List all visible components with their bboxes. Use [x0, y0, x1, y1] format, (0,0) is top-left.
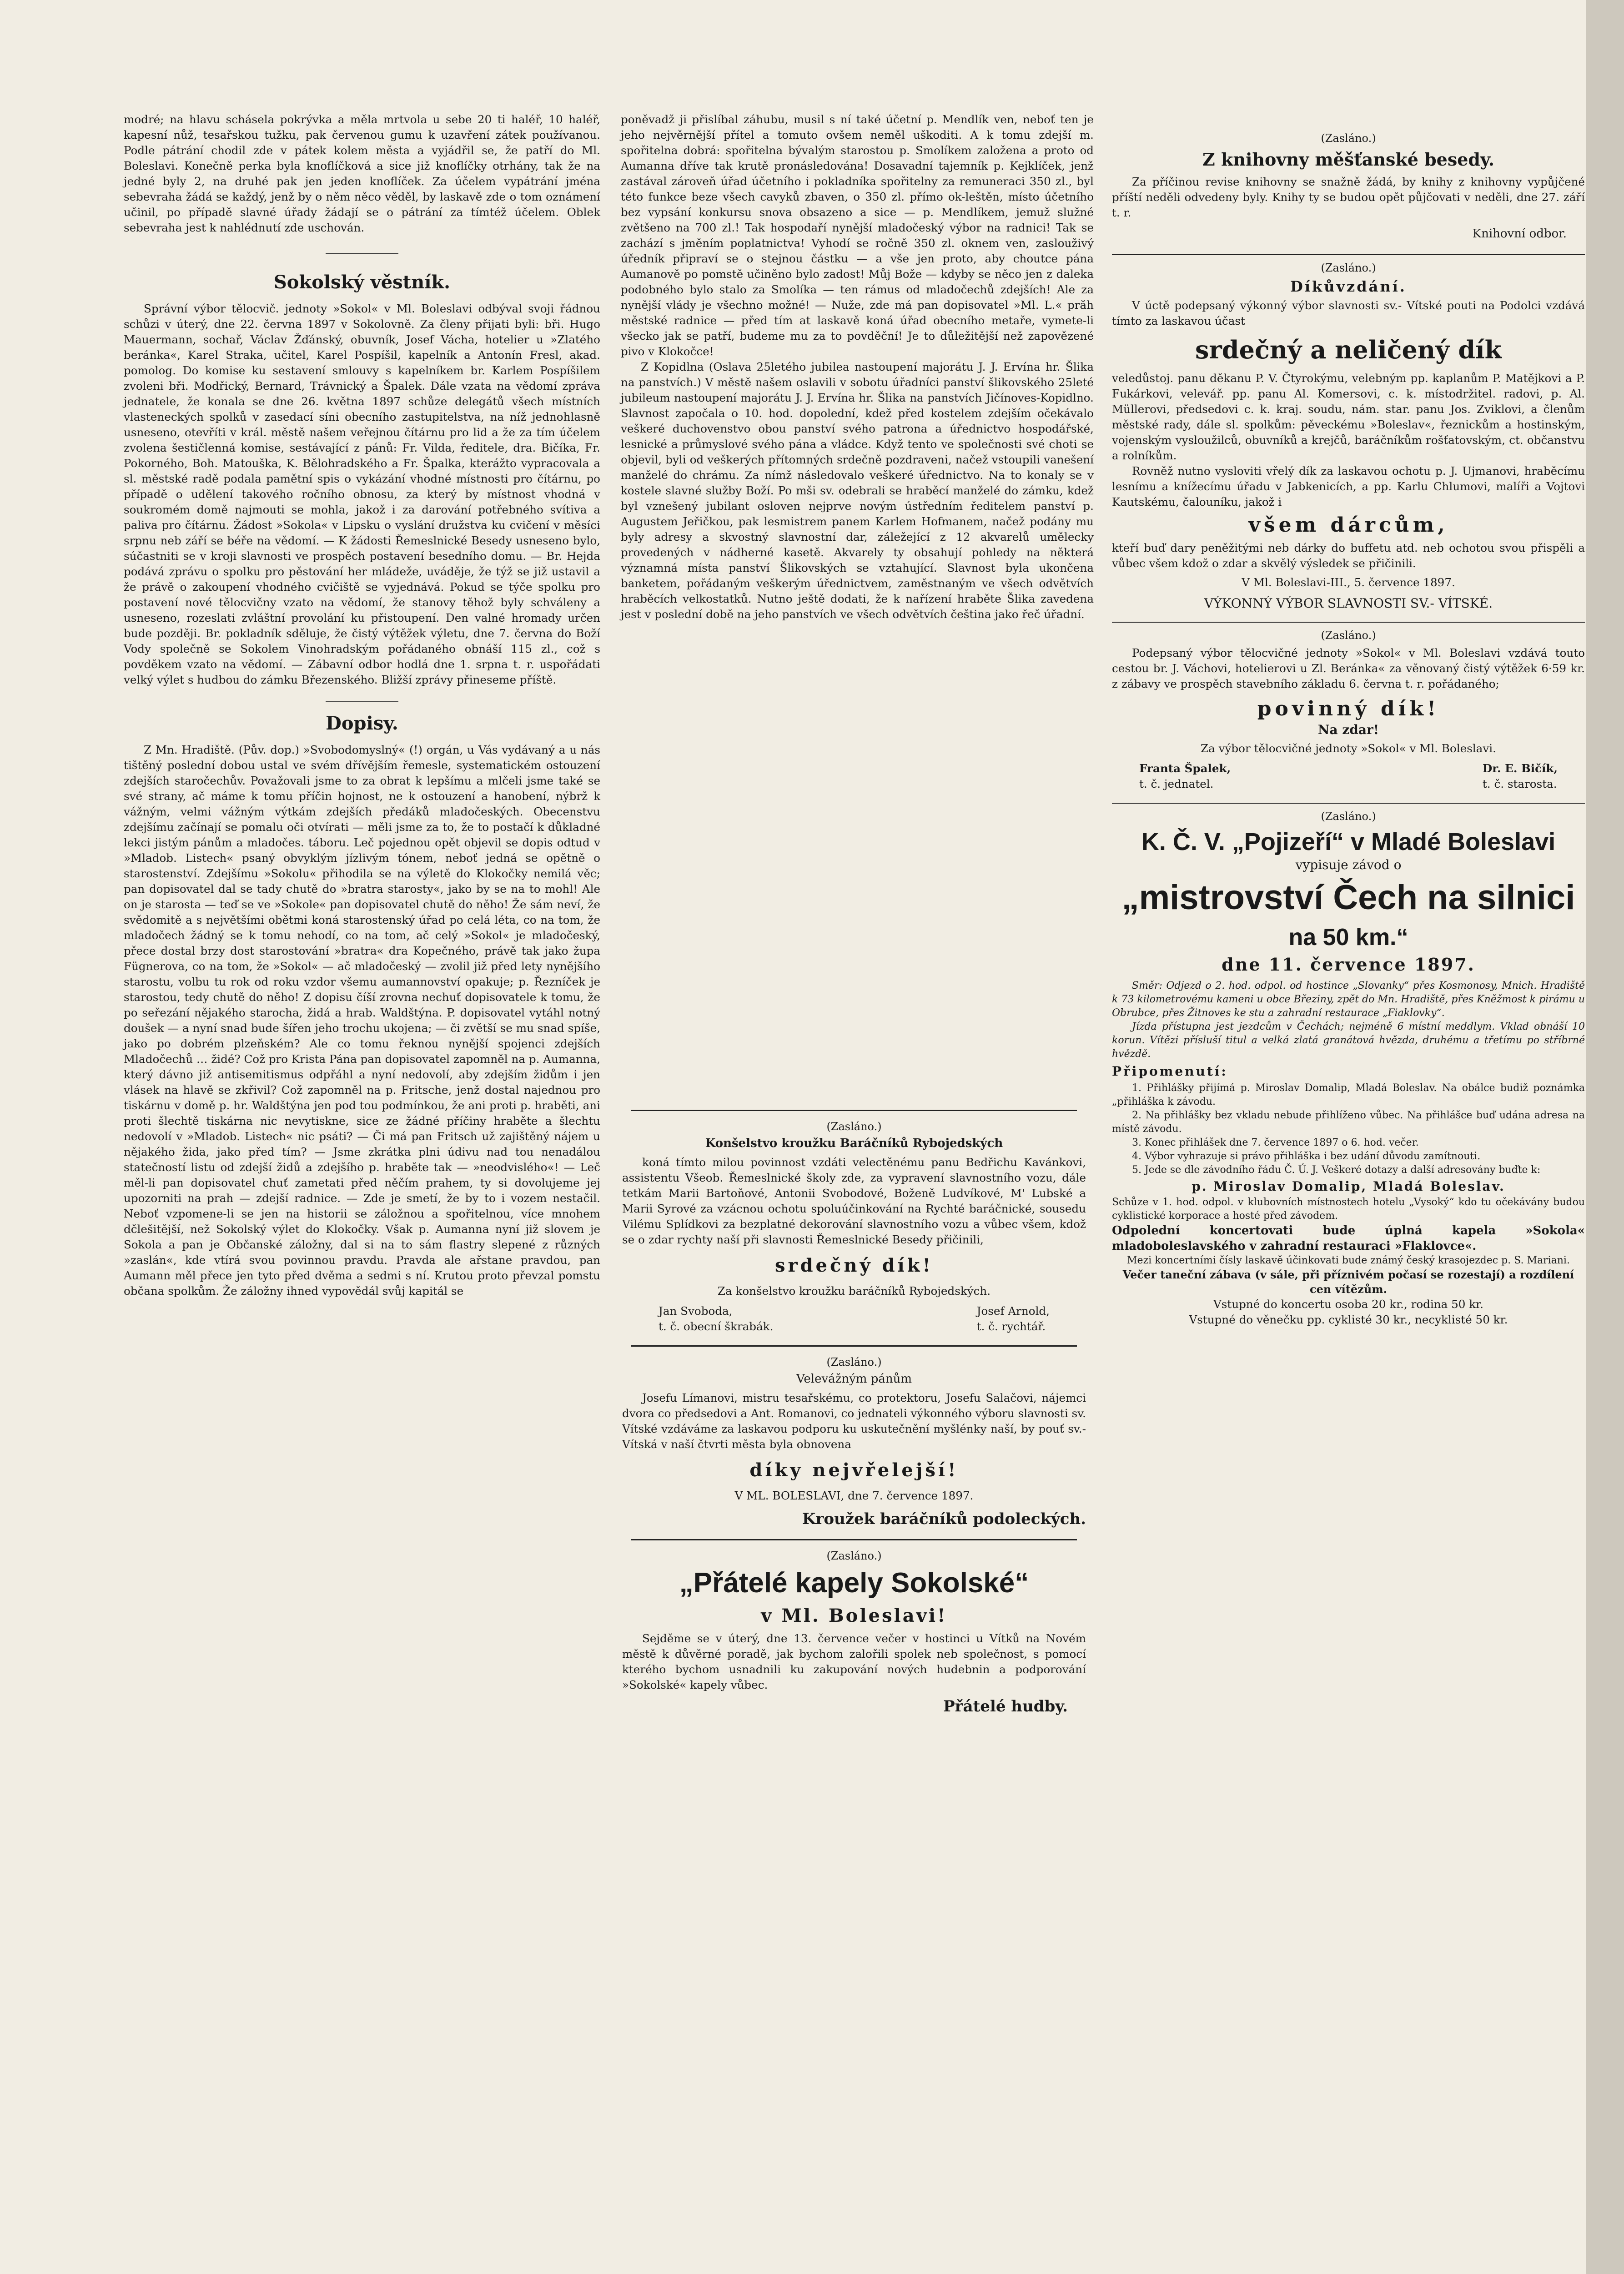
race-distance: na 50 km.“ [1288, 924, 1408, 951]
ad-on-behalf: Za konšelstvo kroužku baráčníků Rybojedských. [717, 1284, 991, 1298]
nazdar: Na zdar! [1317, 722, 1379, 737]
race-rules: Jízda přístupna jest jezdcům v Čechách; nejméně 6 místní meddlym. Vklad obnáší 10 korun. Vítězi přísluší titul a velká zlatá granátová hvězda, druhému a třetímu po stříbrné hvězdě. [1112, 1021, 1585, 1060]
ad-subtitle: v Ml. Boleslavi! [761, 1605, 947, 1626]
race-notes-title: Připomenutí: [1112, 1064, 1228, 1079]
race-route: Směr: Odjezd o 2. hod. odpol. od hostince „Slovanky“ přes Kosmonosy, Mnich. Hradiště k 73 kilometrovému kameni u obce Březiny, zpět do Mn. Hradiště, přes Kněžmost k pirámu u Obrubce, přes Žitnoves ke stu a zahradní restaurace „Fiaklovky“. [1112, 980, 1585, 1019]
zaslano-label: (Zasláno.) [826, 1120, 882, 1133]
ad-signature: Kroužek baráčníků podoleckých. [802, 1510, 1086, 1528]
zaslano-label: (Zasláno.) [1321, 132, 1376, 145]
race-admission-2: Vstupné do věnečku pp. cyklisté 30 kr., necyklisté 50 kr. [1189, 1313, 1508, 1326]
race-note-1: 1. Přihlášky přijímá p. Miroslav Domalip, Mladá Boleslav. Na obálce budiž poznámka „přihláška k závodu. [1112, 1082, 1585, 1107]
library-title: Z knihovny měšťanské besedy. [1202, 149, 1494, 170]
thanks-date: V Ml. Boleslavi-III., 5. července 1897. [1242, 576, 1455, 589]
zaslano-label: (Zasláno.) [826, 1550, 882, 1562]
ad-title: Konšelstvo kroužku Baráčníků Rybojedských [705, 1137, 1003, 1150]
race-evening: Večer taneční zábava (v sále, při příznivém počasí se rozestají) a rozdílení cen vítězům. [1122, 1268, 1574, 1296]
sokol-article: Správní výbor tělocvič. jednoty »Sokol« v Ml. Boleslavi odbýval svoji řádnou schůzi v úterý, dne 22. června 1897 v Sokolovně. Za členy přijati byli: bři. Hugo Mauermann, sochař, Václav Žďánský, obuvník, Josef Vácha, hotelier u »Zlatého beránka«, Karel Straka, učitel, Karel Pospíšil, kapelník a Antonín Fresl, akad. pomolog. Do komise ku sestavení smlouvy s kapelníkem br. Karlem Pospíšilem zvoleni bři. Modřický, Bernard, Trávnický a Špalek. Dále vzata na vědomí zpráva jednatele, že konala se dne 26. května 1897 schůze delegátů všech místních vlasteneckých spolků v zasedací síni obecního zastupitelstva, na níž jednohlasně usneseno, otevříti v král. městě našem veřejnou čítárnu pro lid a že za tím účelem zvolena šestičlenná komise, sestávající z pánů: Fr. Vilda, ředitele, dra. Bičíka, Fr. Pokorného, Boh. Matouška, K. Bělohradského a Fr. Špalka, kterážto vypracovala a sl. městské radě podala pamětní spis o vykázání vhodné místnosti pro čítárnu, po případě o udělení takového ročního obnosu, za který by místnost vhodná v soukromém domě najmouti se mohla, jakož i za darování potřebného svítiva a paliva pro čítárnu. Žádost »Sokola« v Lipsku o vyslání družstva ku cvičení v měsíci srpnu neb září se béře na vědomí. — K žádosti Řemeslnické Besedy usneseno bylo, súčastniti se v kroji slavnosti ve prospěch postavení besedního domu. — Br. Hejda podává zprávu o spolku pro pěstování her mládeže, uváděje, že týž se již ustavil a že právě o zakoupení vhodného cvičiště se vyjednává. Pokud se týče spolku pro postavení nové tělocvičny vzato na vědomí, že stanovy těhož byly schváleny a usneseno, rozeslati zvláštní provolání ku přistoupení. Den valné hromady určen bude později. Br. pokladník sděluje, že čistý výtěžek výletu, dne 7. června do Boží Vody společně se Sokolem Vinohradským pořádaného obnáší 115 zl., což s povděkem vzato na vědomí. — Zábavní odbor hodlá dne 1. srpna t. r. uspořádati velký výlet s hudbou do zámku Březenského. Bližší zprávy přineseme příště. [124, 302, 600, 686]
ad-text: Josefu Límanovi, mistru tesařskému, co protektoru, Josefu Salačovi, nájemci dvora co předsedovi a Ant. Romanovi, co jednateli výkonného výboru slavnosti sv. Vítské vzdáváme za laskavou podporu ku uskutečnění myšlénky naší, by pouť sv.- Vítská v naší čtvrti města byla obnovena [622, 1391, 1086, 1451]
thanks-big: srdečný a neličený dík [1195, 335, 1502, 364]
zaslano-label: (Zasláno.) [1321, 810, 1376, 823]
ad-signature: Přátelé hudby. [943, 1697, 1068, 1716]
race-subtitle: vypisuje závod o [1295, 857, 1402, 872]
race-admission: Vstupné do koncertu osoba 20 kr., rodina 50 kr. [1213, 1298, 1483, 1311]
thanks-text-4: kteří buď dary peněžitými neb dárky do buffetu atd. neb ochotou svou přispěli a vůbec všem kdož o zdar a skvělý výsledek se přičinili. [1112, 541, 1585, 570]
race-club-title: K. Č. V. „Pojizeří“ v Mladé Boleslavi [1141, 828, 1556, 855]
dopisy-continued: poněvadž ji přislíbal záhubu, musil s ní také účetní p. Mendlík ven, neboť ten je jeho nejvěrnější přítel a tomuto ovšem neměl uškoditi. A k tomu zdejší m. spořitelna dobrá: spořitelna bývalým starostou p. Smolíkem založena a proto od Aumanna dříve tak krutě pronásledována! Dosavadní tajemník p. Kejklíček, jenž zastával zároveň úřad účetního i pokladníka spořitelny za remuneraci 350 zl., byl této funkce beze všech cavyků zbaven, o 350 zl. přímo ok-leštěn, místo účetního bez vypsání konkursu snova obsazeno a sice — p. Mendlíkem, jemuž služné zvětšeno na 700 zl.! Tak hospodaří nynější mladočeský výbor na radnici! Tak se zachází s jměním poplatnictva! Vyhodí se ročně 350 zl. oknem ven, zaslouživý úředník připraví se o stejnou částku — a vše jen proto, aby choutce pána Aumanově po pomstě učiněno bylo zadost! Můj Bože — kdyby se něco jen z daleka podobného bylo stalo za Smolíka — ten rámus od mladočechů zdejších! Ale za nynější vlády je všechno možné! — Nuže, zde má pan dopisovatel »Ml. L.« prăh městské radnice — před tím at laskavě koná úřad obecního metaře, vymete-li všecko jak se patří, budeme mu za to povděční! Je to důležitější než zapovězené pivo v Klokočce! [621, 113, 1094, 358]
race-note-2: 2. Na přihlášky bez vkladu nebude přihlíženo vůbec. Na přihlášce buď udána adresa na místě závodu. [1112, 1110, 1585, 1135]
race-date: dne 11. července 1897. [1222, 954, 1475, 975]
race-meeting: Schůze v 1. hod. odpol. v klubovních místnostech hotelu „Vysoký“ kdo tu očekávány budou cyklistické korporace a hosté před závodem. [1112, 1197, 1585, 1222]
signature-bicik: Dr. E. Bičík, t. č. starosta. [1482, 762, 1558, 790]
dopisy-article: Z Mn. Hradiště. (Pův. dop.) »Svobodomyslný« (!) orgán, u Vás vydávaný a u nás tištěný poslední dobou ustal ve svém dřívějším řemesle, systematickém ostouzení zdejších staročechův. Považovali jsme to za obrat k lepšímu a mlčeli jsme také se své strany, ač máme k tomu příčin hojnost, ne k ostouzení a hanobení, nýbrž k vážným, velmi vážným výtkám zdejších předáků mladočeských. Obecenstvu zdejšímu začínají se pomalu oči otvírati — měli jsme za to, že to postačí k důkladné lekci jistým pánům a mladočes. táboru. Leč pojednou opět objevil se dopis odtud v »Mladob. Listech« psaný obvyklým jízlivým tónem, neboť jedná se opětně o starostenství. Zdejšímu »Sokolu« přihodila se na výletě do Klokočky nemilá věc; pan dopisovatel dal se tady chutě do »bratra starosty«, jako by se na to mohl! Ale on je starosta — teď se ve »Sokole« pan dopisovatel chutě do něho! Že sám neví, že svědomitě a s největšími obětmi koná starostenský úřad po celá léta, co na tom, že mladočech žádný se k tomu nehodí, co na tom, ač celý »Sokol« je mladočeský, přece dostal brzy dost starostování »bratra« dra Kopečného, právě tak jako župa Fügnerova, co na tom, že »Sokol« — ač mladočeský — zvolil již před lety nynějšího starostu, volbu tu rok od roku vzdor všemu aumannovství opakuje; p. Řezníček je starostou, tedy chutě do něho! Z dopisu číší zrovna nechuť dopisovatele k tomu, že po seřezání nějakého starocha, židá a hrab. Waldštýna. P. dopisovatel vytáhl notný doušek — a nyní snad bude šířen jeho trochu ukojena; — či zvětší se mu snad spíše, jako po dobrém plzeňském? Ale co tomu řeknou nynější spojenci zdejších Mladočechů … židé? Což pro Krista Pána pan dopisovatel zapomněl na p. Aumanna, který dávno již antisemitismus odpřáhl a nyní nedovolí, aby zdejším židům i jen vlásek na hlavě se zkřivil? Což zapomněl na p. Fritsche, jenž dostal najednou pro tiskárnu v domě p. hr. Waldštýna jen pod tou podmínkou, že ani proti p. hraběti, ani proti šlechtě tiskárna nic nevytiskne, sice ze žádné příčiny hraběte a šlechtu nedovolí v »Mladob. Listech« nic psáti? — Či má pan Fritsch už zajištěný nájem u nějakého žida, jako před tím? — Jsme zkrátka plni údivu nad tou nenadálou statečností listu od zdejší židů a zdejšího p. hraběte tak — »neodvislého«! — Leč měl-li pan dopisovatel chuť zametati před něčím prahem, ty si dovolujeme jej upozorniti na prah — zdejší radnice. — Zde je smetí, že by to i vozem nestačil. Neboť vzpomene-li se jen na historii se záložnou a spořitelnou, více mnohem dčlešitější, než Sokolský výlet do Klokočky. Však p. Aumanna nyní již slovem je Sokola a pan je Občanské záložny, dal si na to sám flastry slepené z různých »zaslán«, kde vtírá svou povinnou pravdu. Pravda ale ařstane pravdou, pan Aumann měl přece jen tyto před dvěma a sedmi s ní. Krutou proto převzal pomstu občana spolkům. Že záložny ihned vypovědál svůj kapitál se [124, 743, 600, 1298]
ad-title: „Přátelé kapely Sokolské“ [679, 1567, 1029, 1599]
column-1 [124, 112, 600, 1299]
column-2 [621, 112, 1094, 622]
signature-1: Jan Svoboda, t. č. obecní škrabák. [659, 1304, 774, 1333]
library-signature: Knihovní odbor. [1472, 227, 1567, 241]
ad-date: V ML. BOLESLAVI, dne 7. července 1897. [734, 1489, 974, 1502]
race-contact: p. Miroslav Domalip, Mladá Boleslav. [1192, 1179, 1505, 1194]
ad-text: koná tímto milou povinnost vzdáti velectěnému panu Bedřichu Kavánkovi, assistentu Všeob. Řemeslnické školy zde, za vypravení slavnostního vozu, dále tetkám Marii Bartoňové, Antonii Svobodové, Boženě Ludvíkové, M' Lubské a Marii Syrové za vzácnou ochotu spoluúčinkování na Rychté baráčnické, sousedu Vilému Splídkovi za bezplatné dekorování slavnostního vozu a vůbec všem, kdož se o zdar rychty naší při slavnosti Řemeslnické Besedy přičinili, [622, 1156, 1086, 1246]
thanks-text-1: V úctě podepsaný výkonný výbor slavnosti sv.- Vítské pouti na Podolci vzdává tímto za laskavou účast [1112, 299, 1585, 327]
column-3 [1112, 127, 1585, 1328]
sebevrah-article: modré; na hlavu schásela pokrývka a měla mrtvola u sebe 20 ti haléř, 10 haléř, kapesní nůž, tesařskou tužku, pak červenou gumu k uzavření zátek používanou. Podle pátrání chodil zde v pátek kolem města a vyjádřil se, že patří do Ml. Boleslavi. Konečně perka byla knoflíčková a sice již knoflíčky otrhány, tak že na jedné byly 2, na druhé pak jen jeden knoflíček. Za účelem vypátrání jména sebevraha žádá se každý, jenž by o něm něco věděl, by laskavě zde o tom oznámení učinil, po případě slavné úřady žádají se o pátrání za tímtéž účelem. Oblek sebevraha jest k nahlédnutí zde uschován. [124, 113, 600, 234]
ad-text: Sejděme se v úterý, dne 13. července večer v hostinci u Vítků na Novém městě k důvěrné poradě, jak bychom zalořili spolek neb společnost, s pomocí kterého bychom usnadnili ku zakupování nových hudebnin a podporování »Sokolské« kapely vůbec. [622, 1632, 1086, 1691]
zaslano-label: (Zasláno.) [826, 1356, 882, 1368]
divider [326, 701, 398, 702]
zaslano-label: (Zasláno.) [1321, 262, 1376, 274]
thanks-donors: všem dárcům, [1248, 513, 1448, 537]
race-note-5: 5. Jede se dle závodního řádu Č. Ú. J. Veškeré dotazy a další adresovány buďte k: [1132, 1164, 1541, 1176]
page-fold-shadow [1586, 0, 1624, 2274]
dopisy-heading: Dopisy. [326, 713, 398, 734]
race-performer: Mezi koncertními čísly laskavě účinkovati bude známý český krasojezdec p. S. Mariani. [1127, 1255, 1570, 1266]
thanks-title: Díkůvzdání. [1290, 278, 1407, 295]
race-note-3: 3. Konec přihlášek dne 7. července 1897 o 6. hod. večer. [1132, 1137, 1419, 1148]
ad-thanks: díky nejvřelejší! [749, 1459, 959, 1481]
ad-thanks: srdečný dík! [774, 1255, 934, 1276]
thanks-text-2: veledůstoj. panu děkanu P. V. Čtyrokýmu, velebným pp. kaplanům P. Matějkovi a P. Fukárkovi, velevář. pp. panu Al. Komersovi, c. k. místodržitel. radovi, p. Al. Müllerovi, předsedovi c. k. kraj. soudu, nám. star. panu Jos. Zviklovi, a členům městské rady, dále sl. spolkům: pěveckému »Boleslav«, řeznickům a hostinským, vojenským vysloužilců, obuvníků a krejčů, baráčníkům rošťatovským, ct. občanstvu a rolníkům. [1112, 372, 1585, 462]
sokol-thanks-text: Podepsaný výbor tělocvičné jednoty »Sokol« v Ml. Boleslavi vzdává touto cestou br. J. Váchovi, hotelierovi u Zl. Beránka« za věnovaný čistý výtěžek 6·59 kr. z zábavy ve prospěch stavebního základu 6. června t. r. pořádaného; [1112, 646, 1585, 690]
thanks-signature: VÝKONNÝ VÝBOR SLAVNOSTI SV.- VÍTSKÉ. [1204, 596, 1493, 611]
ad-barackinci-rybojedsti [613, 1110, 1095, 2274]
zaslano-label: (Zasláno.) [1321, 629, 1376, 642]
divider [326, 253, 398, 254]
library-text: Za příčinou revise knihovny se snažně žádá, by knihy z knihovny vypůjčené příští neděli odvedeny byly. Knihy ty se budou opět půjčovati v neděli, dne 27. září t. r. [1112, 175, 1585, 219]
sokol-thanks-big: povinný dík! [1257, 697, 1440, 720]
sokol-on-behalf: Za výbor tělocvičné jednoty »Sokol« v Ml. Boleslavi. [1201, 742, 1496, 755]
kopidlno-article: Z Kopidlna (Oslava 25letého jubilea nastoupení majorátu J. J. Ervína hr. Šlika na panstvích.) V městě našem oslavili v sobotu úřadníci panství šlikovského 25leté jubileum nastoupení majorátu J. J. Ervína hr. Šlika na panstvích Jičínoves-Kopidlno. Slavnost započala o 10. hod. dopolední, kdež před kostelem zdejším očekávalo veškeré duchovenstvo obou panství svého patrona a úřednictvo hospodářské, lesnické a průmyslové svého pána a vládce. Když tento ve společnosti své choti se objevil, byli od veškerých přítomných srdečně pozdraveni, načež vstoupili vanešení manželé do chrámu. Za nímž následovalo veškeré úřednictvo. Na to konaly se v kostele slavné služby Boží. Po mši sv. odebrali se hraběcí manželé do zámku, kdež byl vznešený jubilant osloven nejprve novým ústředním ředitelem panství p. Augustem Jeřičkou, pak lesmistrem panem Karlem Hofmanem, načež podány mu byly adresy a skvostný slavnostní dar, záležející z 12 akvarelů umělecky provedených v nádherné kasetě. Akvarely ty obsahují pohledy na některá významná místa panství Šlikovských se vztahující. Slavnost byla ukončena banketem, pořádaným veškerým úřednictvem, zaměstnaným ve všech odvětvích hraběcích velkostatků. Nutno ještě dodati, že k nařízení hraběte Šlika zavedena jest v poslední době na jeho panstvích ve všech odvětvích čeština jako řeč úřadní. [621, 360, 1094, 621]
race-big-title: „mistrovství Čech na silnici [1121, 878, 1575, 917]
thanks-text-3: Rovněž nutno vysloviti vřelý dík za laskavou ochotu p. J. Ujmanovi, hraběcímu lesnímu a knížecímu úřadu v Jabkenicích, a pp. Karlu Chlumovi, malíři a Vojtovi Kautskému, čalouníku, jakož i [1112, 464, 1585, 508]
sokol-heading: Sokolský věstník. [273, 272, 451, 293]
race-concert: Odpolední koncertovati bude úplná kapela »Sokola« mladoboleslavského v zahradní restauraci »Flaklovce«. [1112, 1224, 1585, 1253]
signature-spalek: Franta Špalek, t. č. jednatel. [1139, 762, 1231, 790]
signature-2: Josef Arnold, t. č. rychtář. [976, 1304, 1050, 1333]
ad-title: Velevážným pánům [796, 1372, 912, 1386]
race-note-4: 4. Výbor vyhrazuje si právo přihláška i bez udání důvodu zamítnouti. [1132, 1151, 1481, 1162]
